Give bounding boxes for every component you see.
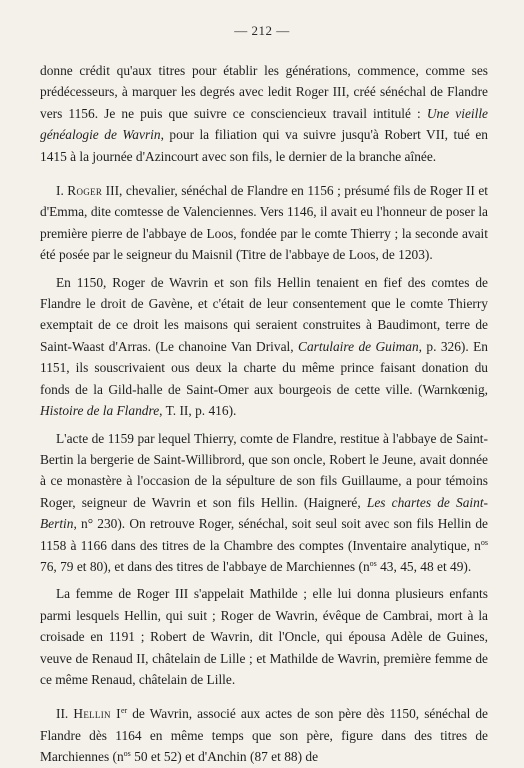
italic-title: Une vieille généalogie de Wavrin bbox=[40, 105, 488, 143]
page-number: — 212 — bbox=[234, 23, 290, 38]
text-run: , T. II, p. 416). bbox=[159, 403, 237, 419]
text-run: 43, 45, 48 et 49). bbox=[376, 558, 472, 574]
text-run: L'acte de 1159 par lequel Thierry, comte de Flandre, restitue à l'abbaye de Saint-Bertin la bergerie de Saint-Willibrord, que son oncle, Robert le Jeune, avait donnée à ce monastère à l'occasion de la sépulture de son fils Guillaume, a pour témoins Roger, seigneur de Wavrin et son fils Hellin. (Haigneré, bbox=[40, 430, 488, 510]
paragraph-mathilde bbox=[40, 583, 488, 690]
generation-numeral: II. bbox=[56, 706, 74, 722]
generation-numeral: I. bbox=[56, 183, 68, 199]
paragraph-roger-iii bbox=[40, 180, 488, 266]
text-run: , n° 230). On retrouve Roger, sénéchal, soit seul soit avec son fils Hellin de 1158 à 1166 dans des titres de la Chambre des comptes (Inventaire analytique, n bbox=[40, 516, 488, 553]
person-name: Hellin I bbox=[73, 706, 121, 722]
body-text bbox=[40, 60, 488, 768]
text-run: donne crédit qu'aux titres pour établir les générations, commence, comme ses prédécesseurs, à marquer les degrés avec ledit Roger III, créé sénéchal de Flandre vers 1156. Je ne puis que suivre ce consciencieux travail intitulé : bbox=[40, 63, 488, 121]
text-run: , pour la filiation qui va suivre jusqu'à Robert VII, tué en 1415 à la journée d'Azincourt avec son fils, le dernier de la branche aînée. bbox=[40, 127, 488, 164]
text-run: 76, 79 et 80), et dans des titres de l'abbaye de Marchiennes (n bbox=[40, 558, 370, 574]
superscript: er bbox=[120, 706, 128, 716]
text-run: La femme de Roger III s'appelait Mathilde ; elle lui donna plusieurs enfants parmi lesquels Hellin, qui suit ; Roger de Wavrin, évêque de Cambrai, mort à la croisade en 1191 ; Robert de Wavrin, dit l'Oncle, qui épousa Adèle de Guines, veuve de Renaud II, châtelain de Lille ; et Mathilde de Wavrin, première femme de ce même Renaud, châtelain de Lille. bbox=[40, 586, 488, 687]
text-run: 50 et 52) et d'Anchin (87 et 88) de bbox=[130, 749, 319, 765]
superscript: os bbox=[480, 537, 488, 547]
text-run: de Wavrin, associé aux actes de son père dès 1150, sénéchal de Flandre dès 1164 en même temps que son père, figure dans des titres de Marchiennes (n bbox=[40, 706, 488, 765]
italic-title: Les chartes de Saint-Bertin bbox=[40, 494, 488, 532]
person-name: Roger bbox=[67, 183, 103, 199]
paragraph-hellin-i bbox=[40, 703, 488, 767]
superscript: os bbox=[123, 749, 131, 759]
superscript: os bbox=[369, 558, 377, 568]
text-run: , p. 326). En 1151, ils souscrivaient ous deux la charte du même prince faisant donation du fonds de la Gild-halle de Saint-Omer aux bourgeois de cette ville. (Warnkœnig, bbox=[40, 338, 489, 397]
paragraph-continuation bbox=[40, 60, 488, 167]
text-run: En 1150, Roger de Wavrin et son fils Hellin tenaient en fief des comtes de Flandre le droit de Gavène, et c'était de leur consentement que le comte Thierry exemptait de ce droit les maisons qui seraient construites à Baudimont, terre de Saint-Waast d'Arras. (Le chanoine Van Drival, bbox=[40, 274, 488, 354]
italic-title: Histoire de la Flandre bbox=[40, 403, 160, 419]
paragraph-acte-1159 bbox=[40, 428, 488, 578]
paragraph-1150 bbox=[40, 272, 488, 422]
text-run: III, chevalier, sénéchal de Flandre en 1156 ; présumé fils de Roger II et d'Emma, dite comtesse de Valenciennes. Vers 1146, il avait eu l'honneur de poser la première pierre de l'abbaye de Loos, fondée par le comte Thierry ; la seconde avait été posée par le seigneur du Maisnil (Titre de l'abbaye de Loos, de 1203). bbox=[40, 183, 489, 263]
italic-title: Cartulaire de Guiman bbox=[298, 338, 419, 354]
